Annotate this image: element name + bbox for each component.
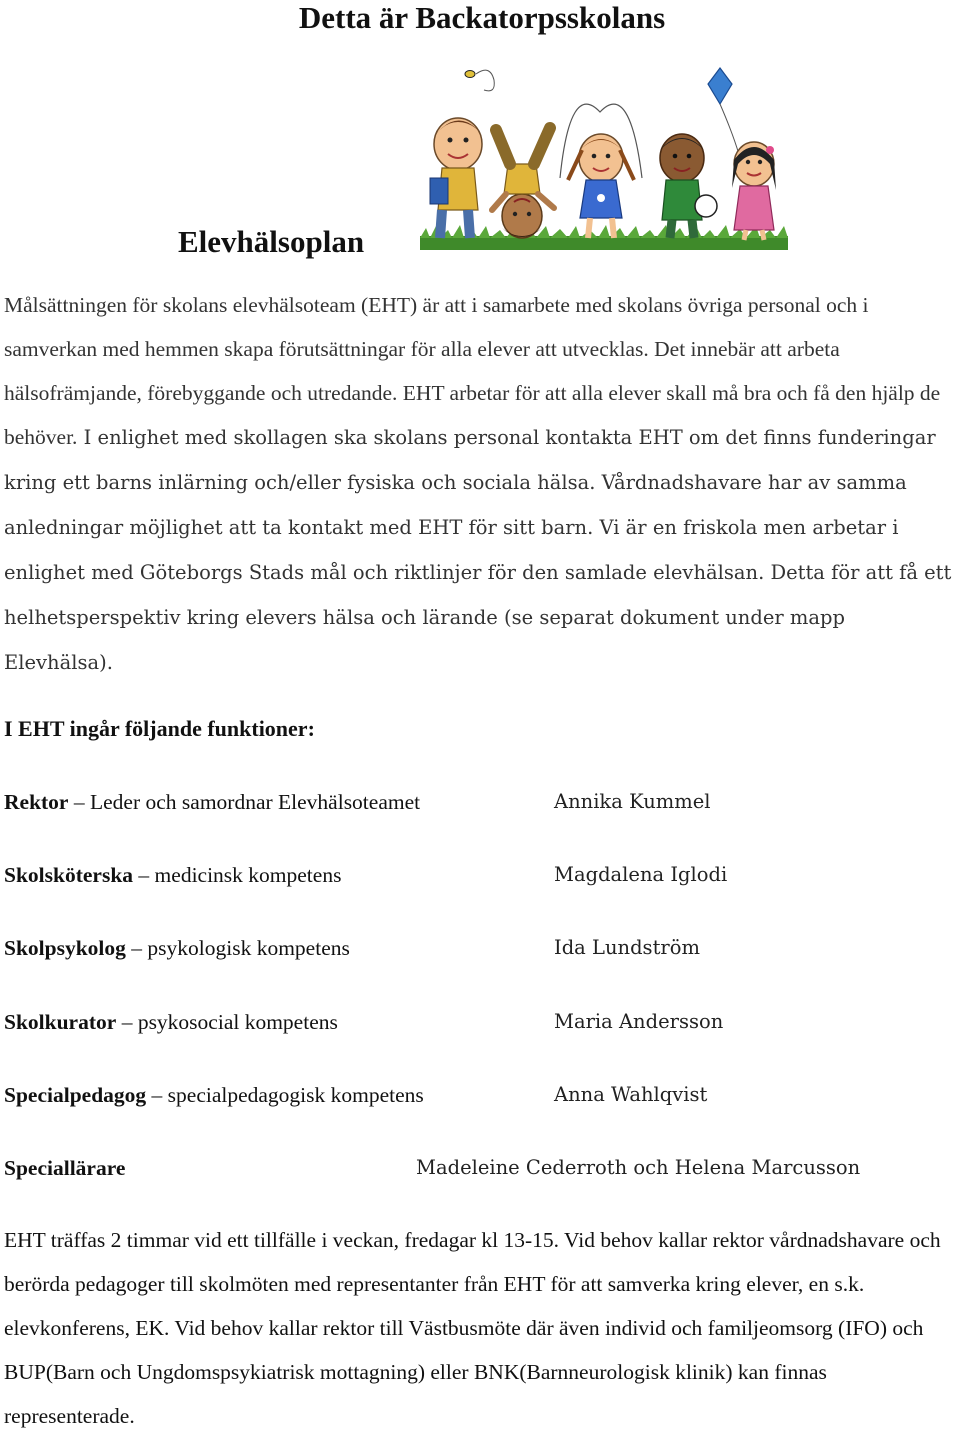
function-role: Speciallärare: [4, 1156, 126, 1180]
girl-with-kite-icon: [708, 68, 776, 240]
grass-icon: [420, 225, 788, 250]
functions-heading: I EHT ingår följande funktioner:: [4, 716, 315, 741]
bee-icon: [465, 70, 494, 91]
children-playing-illustration: [420, 60, 788, 256]
page-title: Detta är Backatorpsskolans: [298, 0, 666, 35]
function-row: [4, 787, 960, 817]
function-person: Anna Wahlqvist: [554, 1083, 708, 1106]
function-row: [4, 1153, 960, 1183]
function-role: Rektor: [4, 790, 69, 814]
function-person: Annika Kummel: [554, 790, 711, 813]
function-description: – psykosocial kompetens: [116, 1010, 338, 1034]
function-description: – psykologisk kompetens: [125, 936, 350, 960]
function-row: [4, 860, 960, 890]
function-role: Skolsköterska: [4, 863, 134, 887]
function-person: Madeleine Cederroth och Helena Marcusson: [416, 1156, 861, 1179]
girl-jumping-rope-icon: [560, 104, 642, 238]
intro-paragraph: [4, 283, 960, 685]
document-subtitle: Elevhälsoplan: [178, 224, 365, 259]
function-person: Maria Andersson: [554, 1010, 724, 1033]
function-person: Magdalena Iglodi: [554, 863, 728, 886]
function-person: Ida Lundström: [554, 936, 700, 959]
function-description: – medicinsk kompetens: [133, 863, 342, 887]
boy-with-ball-icon: [660, 134, 717, 238]
function-role: Skolpsykolog: [4, 936, 126, 960]
function-role: Skolkurator: [4, 1010, 117, 1034]
boy-with-book-icon: [430, 118, 482, 238]
meeting-paragraph: EHT träffas 2 timmar vid ett tillfälle i veckan, fredagar kl 13-15. Vid behov kallar rektor vårdnadshavare och berörda pedagoger till skolmöten med representanter från EHT för att samverka kring elever, en s.k. elevkonferens, EK. Vid behov kallar rektor till Västbusmöte där även individ och familjeomsorg (IFO) och BUP(Barn och Ungdomspsykiatrisk mottagning) eller BNK(Barnneurologisk klinik) kan finnas representerade.: [4, 1228, 941, 1428]
function-description: – specialpedagogisk kompetens: [146, 1083, 424, 1107]
function-row: [4, 933, 960, 963]
intro-text-part2: I enlighet med skollagen ska skolans personal kontakta EHT om det finns funderingar kring ett barns inlärning och/eller fysiska och sociala hälsa. Vårdnadshavare har av samma anledningar möjlighet att ta kontakt med EHT för sitt barn. Vi är en friskola men arbetar i enlighet med Göteborgs Stads mål och riktlinjer för den samlade elevhälsan. Detta för att få ett helhetsperspektiv kring elevers hälsa och lärande (se separat dokument under mapp Elevhälsa).: [4, 426, 952, 674]
function-role: Specialpedagog: [4, 1083, 147, 1107]
upside-down-child-icon: [492, 128, 554, 238]
function-row: [4, 1080, 960, 1110]
function-description: – Leder och samordnar Elevhälsoteamet: [68, 790, 421, 814]
intro-text-part1: Målsättningen för skolans elevhälsoteam (EHT) är att i samarbete med skolans övriga personal och i samverkan med hemmen skapa förutsättningar för alla elever att utvecklas. Det innebär att arbeta hälsofrämjande, förebyggande och utredande. EHT arbetar för att alla elever skall må bra och få den hjälp de behöver.: [4, 293, 941, 449]
function-row: [4, 1007, 960, 1037]
